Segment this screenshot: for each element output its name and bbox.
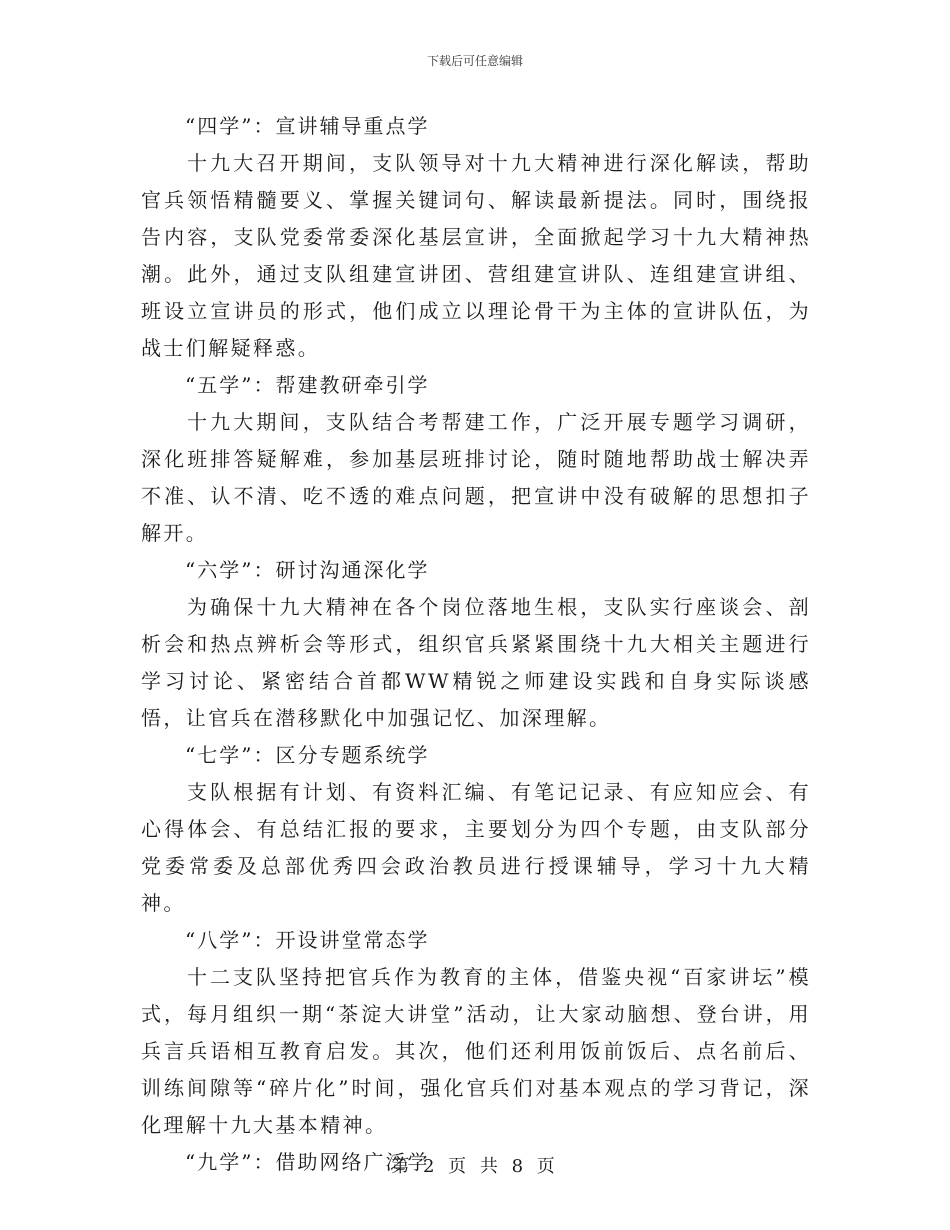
page-footer: 第 2 页 共 8 页: [391, 1156, 559, 1177]
section-paragraph: 为确保十九大精神在各个岗位落地生根，支队实行座谈会、剖析会和热点辨析会等形式，组织官兵紧紧围绕十九大相关主题进行学习讨论、紧密结合首都WW精锐之师建设实践和自身实际谈感悟，让官兵在潜移默化中加强记忆、加深理解。: [141, 595, 811, 730]
section-paragraph: 十二支队坚持把官兵作为教育的主体，借鉴央视“百家讲坛”模式，每月组织一期“茶淀大讲堂”活动，让大家动脑想、登台讲，用兵言兵语相互教育启发。其次，他们还利用饭前饭后、点名前后、训练间隙等“碎片化”时间，强化官兵们对基本观点的学习背记，深化理解十九大基本精神。: [141, 965, 811, 1137]
section-paragraph: 十九大召开期间，支队领导对十九大精神进行深化解读，帮助官兵领悟精髓要义、掌握关键词句、解读最新提法。同时，围绕报告内容，支队党委常委深化基层宣讲，全面掀起学习十九大精神热潮。此外，通过支队组建宣讲团、营组建宣讲队、连组建宣讲组、班设立宣讲员的形式，他们成立以理论骨干为主体的宣讲队伍，为战士们解疑释惑。: [141, 151, 811, 360]
document-body: [141, 108, 811, 1181]
section-heading: “九学”：借助网络广泛学: [185, 1150, 430, 1174]
section-heading: “五学”：帮建教研牵引学: [185, 373, 430, 397]
page-header: 下载后可任意编辑: [426, 54, 523, 68]
section-heading: “七学”：区分专题系统学: [185, 743, 430, 767]
section-heading: “四学”：宣讲辅导重点学: [185, 114, 430, 138]
section-heading: “八学”：开设讲堂常态学: [185, 928, 430, 952]
section-heading: “六学”：研讨沟通深化学: [185, 558, 430, 582]
section-paragraph: 支队根据有计划、有资料汇编、有笔记记录、有应知应会、有心得体会、有总结汇报的要求，主要划分为四个专题，由支队部分党委常委及总部优秀四会政治教员进行授课辅导，学习十九大精神。: [141, 780, 811, 915]
section-paragraph: 十九大期间，支队结合考帮建工作，广泛开展专题学习调研，深化班排答疑解难，参加基层班排讨论，随时随地帮助战士解决弄不准、认不清、吃不透的难点问题，把宣讲中没有破解的思想扣子解开。: [141, 410, 811, 545]
